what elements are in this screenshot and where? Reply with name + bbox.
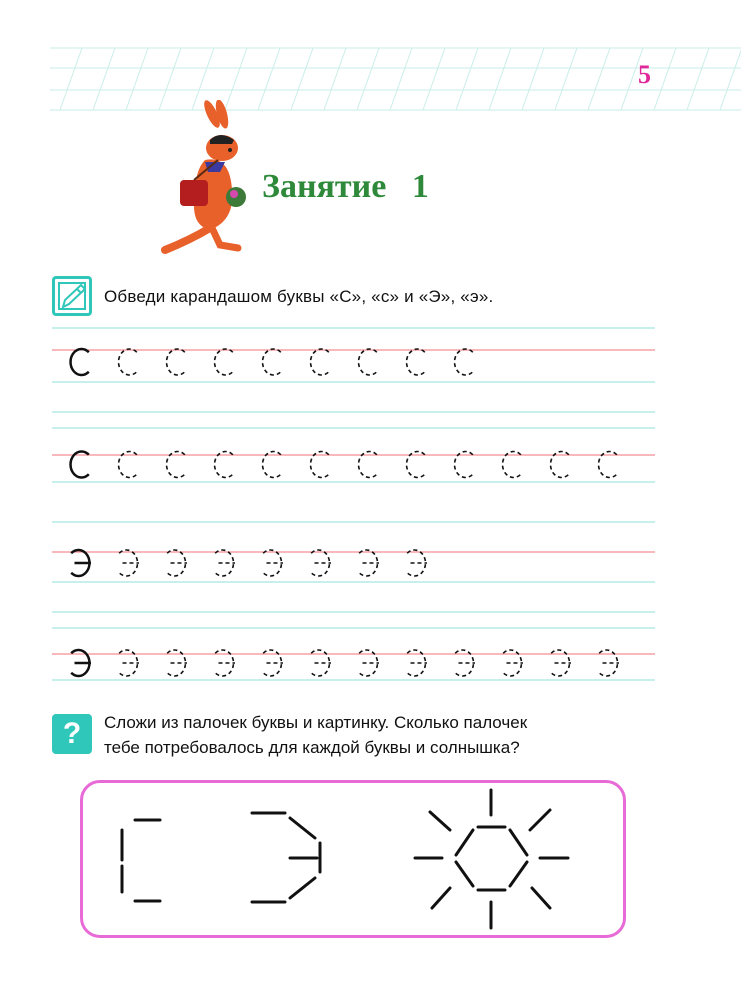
tracing-row-3 xyxy=(52,522,655,612)
trace-letter xyxy=(263,550,283,576)
trace-letter xyxy=(263,349,281,375)
sample-letter xyxy=(71,550,91,576)
trace-letter xyxy=(407,349,425,375)
stick-figures xyxy=(80,780,626,938)
trace-letter xyxy=(311,349,329,375)
trace-letter xyxy=(359,550,379,576)
stick-sun xyxy=(415,790,568,928)
task1-instruction: Обведи карандашом буквы «С», «с» и «Э», «э». xyxy=(104,287,494,306)
lesson-title: Занятие 1 xyxy=(262,168,429,205)
question-icon: ? xyxy=(52,714,92,754)
trace-letter xyxy=(311,550,331,576)
page-number: 5 xyxy=(638,60,651,89)
trace-letter xyxy=(215,349,233,375)
trace-letter xyxy=(119,550,139,576)
trace-letter xyxy=(359,349,377,375)
task2-line-1: Сложи из палочек буквы и картинку. Сколько палочек xyxy=(104,713,528,732)
trace-letter xyxy=(167,349,185,375)
task2-line-2: тебе потребовалось для каждой буквы и солнышка? xyxy=(104,738,520,757)
trace-letter xyxy=(119,349,137,375)
trace-letter xyxy=(407,550,427,576)
tracing-row-1 xyxy=(52,328,655,412)
sample-letter xyxy=(71,349,89,375)
stick-letter-e xyxy=(252,813,320,902)
copybook-tracing-area xyxy=(0,310,741,710)
tracing-row-4 xyxy=(52,628,655,680)
stick-letter-c xyxy=(122,820,160,901)
kangaroo-mascot xyxy=(150,100,260,255)
header-grid xyxy=(0,0,741,120)
tracing-row-2 xyxy=(52,428,655,482)
trace-letter xyxy=(455,349,473,375)
task2-instruction xyxy=(104,710,684,760)
trace-letter xyxy=(167,550,187,576)
trace-letter xyxy=(215,550,235,576)
